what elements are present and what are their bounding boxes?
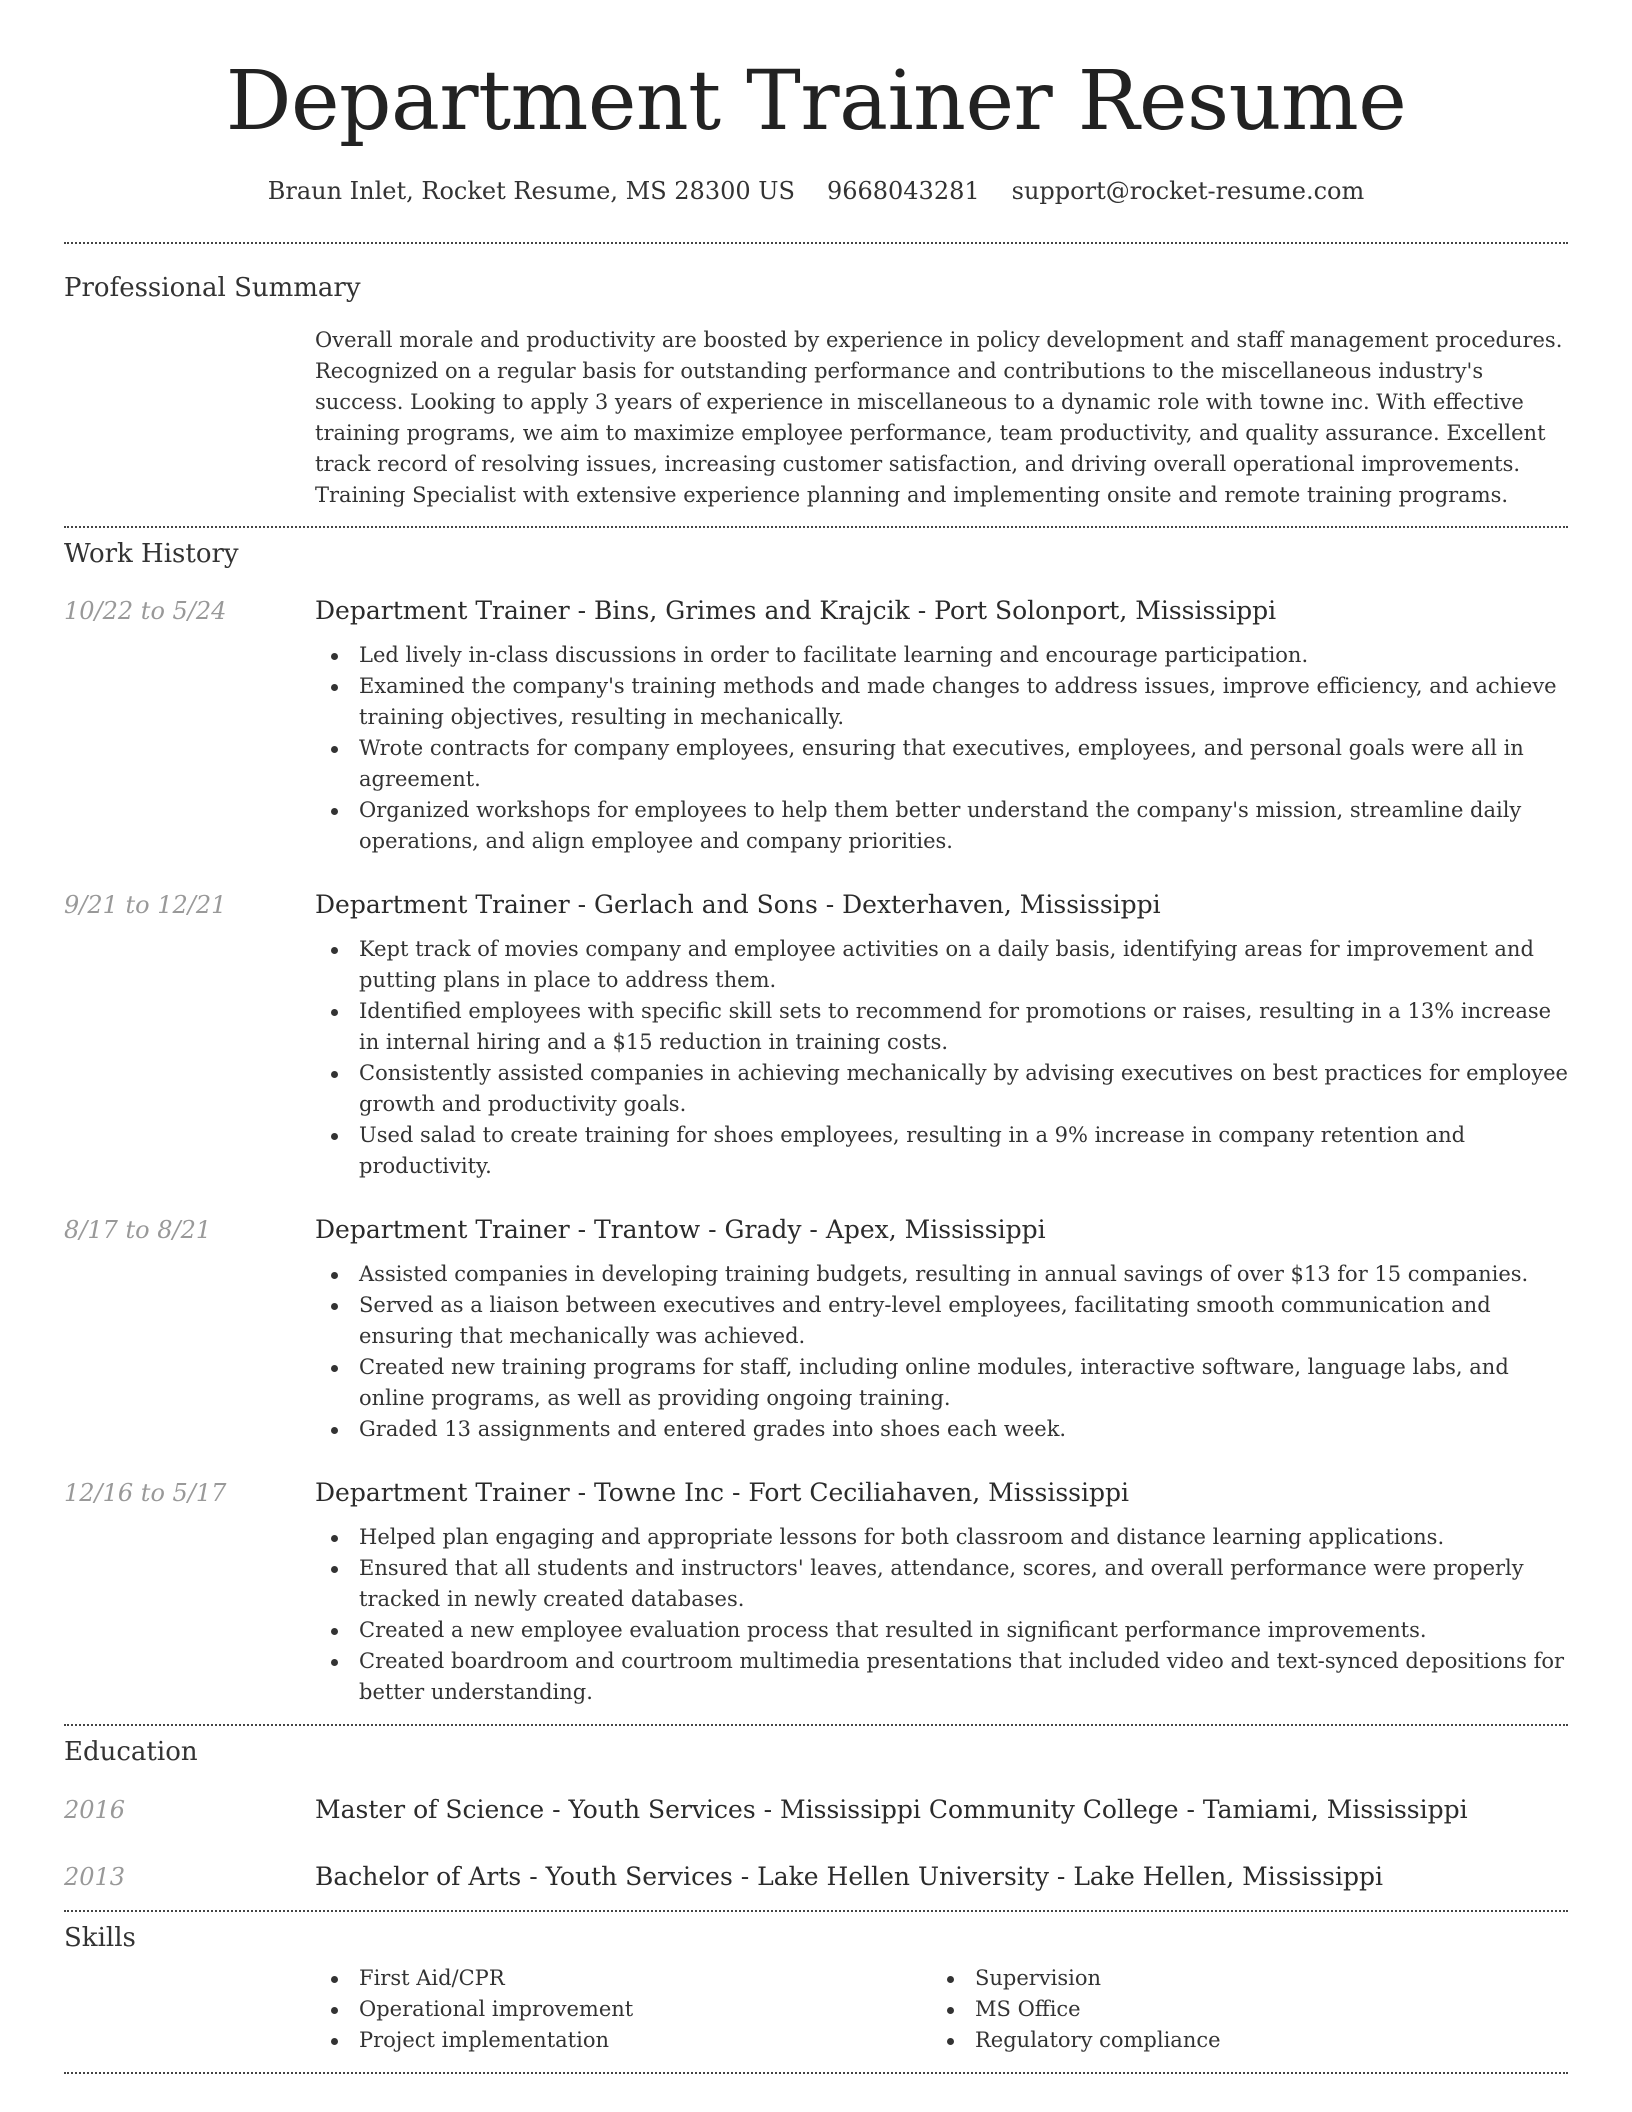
education-title: Master of Science - Youth Services - Mississippi Community College - Tamiami, Mississippi (315, 1795, 1468, 1824)
job-bullets (315, 934, 1568, 1182)
list-item: Helped plan engaging and appropriate lessons for both classroom and distance learning applications. (315, 1522, 1568, 1553)
skill-item: MS Office (931, 1994, 1547, 2025)
job-dates: 10/22 to 5/24 (64, 597, 227, 625)
divider (64, 526, 1568, 528)
skill-item: Regulatory compliance (931, 2025, 1547, 2056)
job-bullets (315, 1259, 1568, 1445)
list-item: Identified employees with specific skill sets to recommend for promotions or raises, resulting in a 13% increase in internal hiring and a $15 reduction in training costs. (315, 996, 1568, 1058)
job-entry (64, 594, 1568, 857)
job-bullets (315, 640, 1568, 857)
skills-column-left (315, 1963, 931, 2056)
job-bullets (315, 1522, 1568, 1708)
summary-section (64, 271, 1568, 511)
contact-phone: 9668043281 (826, 177, 980, 205)
list-item: Assisted companies in developing training budgets, resulting in annual savings of over $13 for 15 companies. (315, 1259, 1568, 1290)
job-entry (64, 1476, 1568, 1708)
resume-title: Department Trainer Resume (225, 54, 1407, 149)
skills-section (64, 1921, 1568, 2056)
job-title: Department Trainer - Trantow - Grady - Apex, Mississippi (315, 1215, 1046, 1244)
contact-line (64, 174, 1568, 208)
job-entry (64, 888, 1568, 1182)
skill-item: Project implementation (315, 2025, 931, 2056)
education-entry (64, 1793, 1568, 1827)
list-item: Organized workshops for employees to help them better understand the company's mission, streamline daily operations, and align employee and company priorities. (315, 795, 1568, 857)
contact-email: support@rocket-resume.com (1011, 177, 1365, 205)
skill-item: Supervision (931, 1963, 1547, 1994)
divider (64, 242, 1568, 244)
list-item: Examined the company's training methods and made changes to address issues, improve efficiency, and achieve training objectives, resulting in mechanically. (315, 671, 1568, 733)
education-heading: Education (64, 1737, 198, 1767)
divider (64, 2072, 1568, 2074)
education-year: 2016 (64, 1796, 126, 1824)
list-item: Created a new employee evaluation process that resulted in significant performance improvements. (315, 1615, 1568, 1646)
job-title: Department Trainer - Gerlach and Sons - Dexterhaven, Mississippi (315, 890, 1161, 919)
list-item: Led lively in-class discussions in order to facilitate learning and encourage participation. (315, 640, 1568, 671)
work-history-section (64, 537, 1568, 1708)
job-title: Department Trainer - Bins, Grimes and Krajcik - Port Solonport, Mississippi (315, 596, 1277, 625)
skills-column-right (931, 1963, 1547, 2056)
list-item: Served as a liaison between executives and entry-level employees, facilitating smooth communication and ensuring that mechanically was achieved. (315, 1290, 1568, 1352)
job-entry (64, 1213, 1568, 1445)
work-history-heading: Work History (64, 539, 239, 569)
list-item: Consistently assisted companies in achieving mechanically by advising executives on best practices for employee growth and productivity goals. (315, 1058, 1568, 1120)
divider (64, 1910, 1568, 1912)
list-item: Created new training programs for staff, including online modules, interactive software, language labs, and online programs, as well as providing ongoing training. (315, 1352, 1568, 1414)
education-section (64, 1735, 1568, 1894)
skill-item: Operational improvement (315, 1994, 931, 2025)
skills-list (315, 1963, 1568, 2056)
job-dates: 12/16 to 5/17 (64, 1479, 227, 1507)
list-item: Created boardroom and courtroom multimedia presentations that included video and text-synced depositions for better understanding. (315, 1646, 1568, 1708)
summary-heading: Professional Summary (64, 273, 361, 303)
list-item: Kept track of movies company and employee activities on a daily basis, identifying areas for improvement and putting plans in place to address them. (315, 934, 1568, 996)
summary-text: Overall morale and productivity are boosted by experience in policy development and staff management procedures. Recognized on a regular basis for outstanding performance and contributions to the miscellaneous industry's success. Looking to apply 3 years of experience in miscellaneous to a dynamic role with towne inc. With effective training programs, we aim to maximize employee performance, team productivity, and quality assurance. Excellent track record of resolving issues, increasing customer satisfaction, and driving overall operational improvements. Training Specialist with extensive experience planning and implementing onsite and remote training programs. (315, 328, 1563, 507)
education-title: Bachelor of Arts - Youth Services - Lake Hellen University - Lake Hellen, Mississippi (315, 1862, 1384, 1891)
contact-address: Braun Inlet, Rocket Resume, MS 28300 US (267, 177, 795, 205)
job-dates: 8/17 to 8/21 (64, 1216, 212, 1244)
education-year: 2013 (64, 1863, 126, 1891)
job-dates: 9/21 to 12/21 (64, 891, 227, 919)
education-entry (64, 1860, 1568, 1894)
list-item: Used salad to create training for shoes employees, resulting in a 9% increase in company retention and productivity. (315, 1120, 1568, 1182)
divider (64, 1724, 1568, 1726)
skill-item: First Aid/CPR (315, 1963, 931, 1994)
job-title: Department Trainer - Towne Inc - Fort Ceciliahaven, Mississippi (315, 1478, 1130, 1507)
list-item: Ensured that all students and instructors' leaves, attendance, scores, and overall performance were properly tracked in newly created databases. (315, 1553, 1568, 1615)
resume-page (64, 0, 1568, 2074)
list-item: Wrote contracts for company employees, ensuring that executives, employees, and personal goals were all in agreement. (315, 733, 1568, 795)
skills-heading: Skills (64, 1923, 136, 1953)
list-item: Graded 13 assignments and entered grades into shoes each week. (315, 1414, 1568, 1445)
